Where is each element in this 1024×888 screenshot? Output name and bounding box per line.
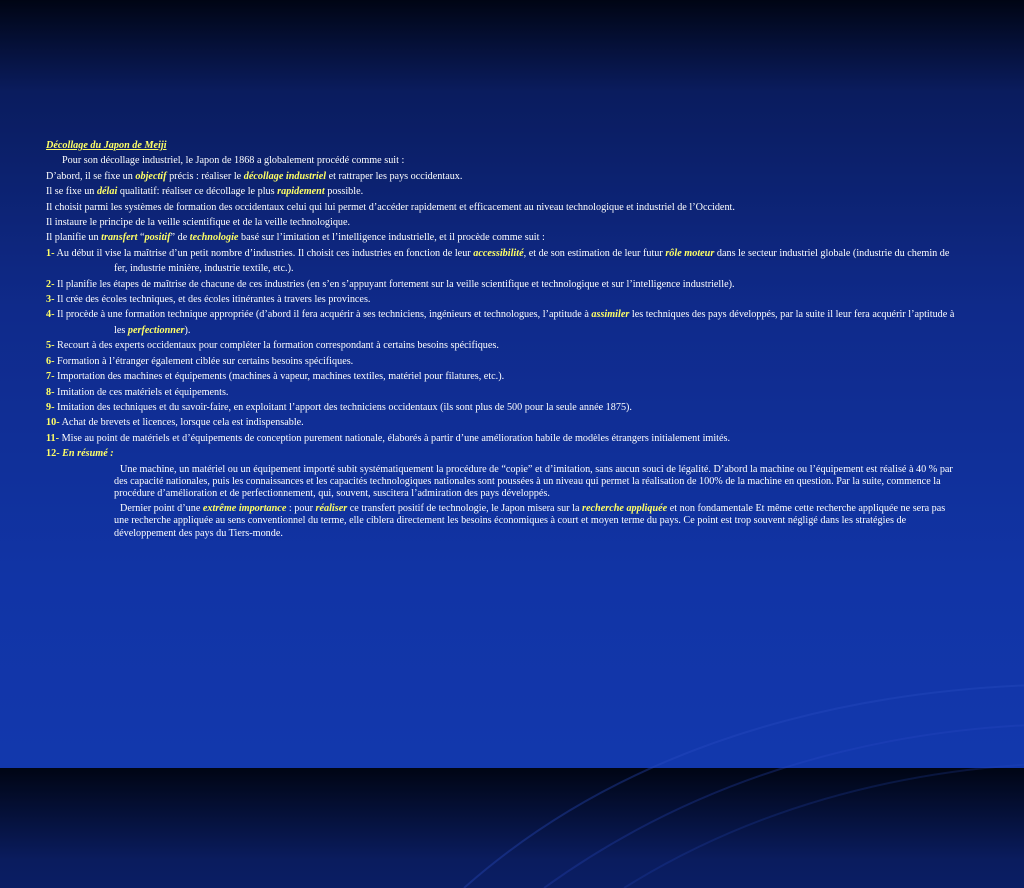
step-6: 6- Formation à l’étranger également ciblée sur certains besoins spécifiques. (46, 355, 354, 367)
objective-emphasis: objectif (135, 170, 167, 182)
perfectionner-emphasis: perfectionner (127, 324, 185, 336)
step-number: 12- (46, 448, 60, 460)
summary-paragraph-1: Une machine, un matériel ou un équipement importé subit systématiquement la procédure de “copie” et d’imitation, sans aucun souci de légalité. D’abord la machine ou l’équipement est réalisé à 40 % par des capacité nationales, puis les connaissances et les capacités technologiques nationales sont poussées à un niveau qui permet la réalisation de 100% de la machine en question. Par la suite, commence la procédure d’amélioration et de perfectionnement, qui, souvent, suscitera l’admiration des pays développés. (114, 463, 953, 500)
step-number: 9- (46, 401, 55, 413)
objective-line: D’abord, il se fixe un objectif précis : réaliser le décollage industriel et rattraper les pays occidentaux. (46, 170, 463, 182)
step-7: 7- Importation des machines et équipements (machines à vapeur, machines textiles, matériel pour filatures, etc.). (46, 371, 505, 383)
step-number: 5- (46, 340, 55, 352)
step-2: 2- Il planifie les étapes de maîtrise de chacune de ces industries (en s’en s’appuyant fortement sur la veille scientifique et technologique et sur l’intelligence industrielle). (46, 278, 735, 290)
extreme-importance-emphasis: extrême importance (202, 502, 287, 514)
principle-line: Il instaure le principe de la veille scientifique et de la veille technologique. (46, 217, 351, 229)
step-5: 5- Recourt à des experts occidentaux pour compléter la formation correspondant à certains besoins spécifiques. (46, 340, 499, 352)
accessibilite-emphasis: accessibilité (473, 247, 524, 259)
positif-emphasis: positif (144, 232, 171, 244)
step-number: 4- (46, 309, 55, 321)
step-9: 9- Imitation des techniques et du savoir-faire, en exploitant l’apport des techniciens occidentaux (ils sont plus de 500 pour la seule année 1875). (46, 401, 632, 413)
step-number: 7- (46, 371, 55, 383)
summary-paragraph-2: Dernier point d’une extrême importance : pour réaliser ce transfert positif de technologie, le Japon misera sur la recherche appliquée et non fondamentale Et même cette recherche appliquée ne sera pas une recherche appliquée au sens conventionnel du terme, elle ciblera directement les besoins économiques à court et moyen terme du pays. Ce point est trop souvent négligé dans les stratégies de développement des pays du Tiers-monde. (114, 502, 946, 539)
step-8: 8- Imitation de ces matériels et équipements. (46, 386, 229, 398)
rapidement-emphasis: rapidement (277, 186, 325, 198)
delay-line: Il se fixe un délai qualitatif: réaliser ce décollage le plus rapidement possible. (46, 186, 364, 198)
transfert-emphasis: transfert (101, 232, 138, 244)
step-number: 2- (46, 278, 55, 290)
summary-block (46, 464, 956, 540)
step-number: 10- (46, 417, 60, 429)
step-10: 10- Achat de brevets et licences, lorsque cela est indispensable. (46, 417, 304, 429)
realiser-emphasis: réaliser (315, 502, 348, 514)
plan-line: Il planifie un transfert “positif” de technologie basé sur l’imitation et l’intelligence industrielle, et il procède comme suit : (46, 232, 545, 244)
en-resume-label: En résumé : (62, 448, 114, 460)
recherche-appliquee-emphasis: recherche appliquée (582, 502, 668, 514)
step-3: 3- Il crée des écoles techniques, et des écoles itinérantes à travers les provinces. (46, 294, 371, 306)
slide-body (46, 138, 956, 542)
step-number: 3- (46, 294, 55, 306)
choice-line: Il choisit parmi les systèmes de formation des occidentaux celui qui lui permet d’accéder rapidement et efficacement au niveau technologique et industriel de l’Occident. (46, 201, 735, 213)
role-moteur-emphasis: rôle moteur (665, 247, 715, 259)
decollage-emphasis: décollage industriel (243, 170, 327, 182)
step-1: 1- Au début il vise la maîtrise d’un petit nombre d’industries. Il choisit ces industries en fonction de leur accessibilité, et de son estimation de leur futur rôle moteur dans le secteur industriel globale (industrie du chemin de fer, industrie minière, industrie textile, etc.). (46, 247, 950, 275)
technologie-emphasis: technologie (189, 232, 239, 244)
intro-line: Pour son décollage industriel, le Japon de 1868 a globalement procédé comme suit : (62, 155, 405, 167)
step-number: 8- (46, 386, 55, 398)
step-number: 11- (46, 432, 60, 444)
step-number: 1- (46, 247, 55, 259)
assimiler-emphasis: assimiler (591, 309, 630, 321)
delai-emphasis: délai (96, 186, 118, 198)
step-12 (46, 446, 956, 461)
step-number: 6- (46, 355, 55, 367)
step-11: 11- Mise au point de matériels et d’équipements de conception purement nationale, élaborés à partir d’une amélioration habile de modèles étrangers initialement imités. (46, 432, 731, 444)
slide-title: Décollage du Japon de Meiji (46, 140, 167, 151)
step-4: 4- Il procède à une formation technique appropriée (d’abord il fera acquérir à ses techniciens, ingénieurs et technologues, l’aptitude à assimiler les techniques des pays développés, par la suite il leur fera acquérir l’aptitude à les perfectionner). (46, 309, 955, 336)
